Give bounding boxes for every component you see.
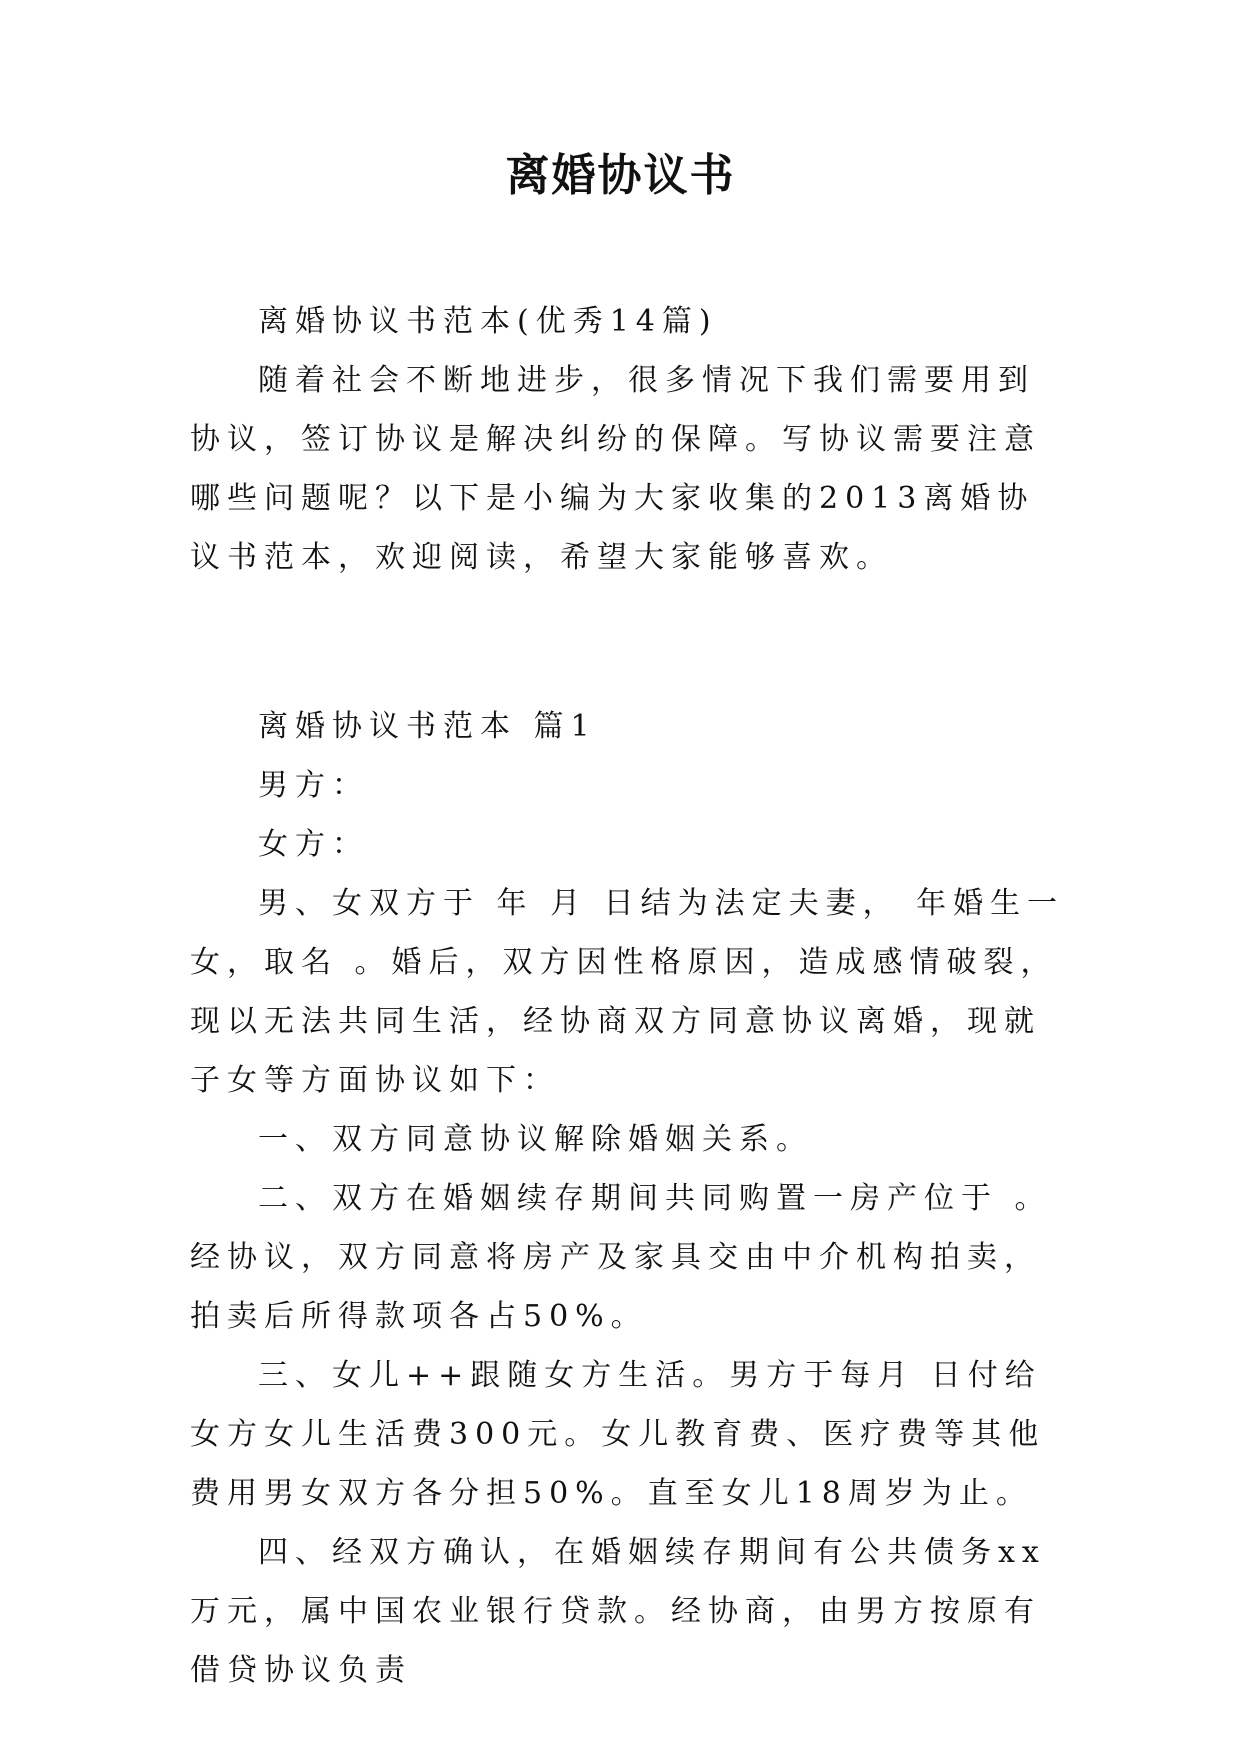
- clause-1: 一、双方同意协议解除婚姻关系。: [258, 1122, 813, 1157]
- document-title: 离婚协议书: [505, 150, 736, 201]
- section-heading: 离婚协议书范本 篇1: [258, 709, 597, 744]
- intro-paragraph: 随着社会不断地进步，很多情况下我们需要用到协议，签订协议是解决纠纷的保障。写协议需要注意哪些问题呢？以下是小编为大家收集的2013离婚协议书范本，欢迎阅读，希望大家能够喜欢。: [190, 363, 1041, 575]
- background-paragraph: 男、女双方于 年 月 日结为法定夫妻， 年婚生一女，取名 。婚后，双方因性格原因，造成感情破裂，现以无法共同生活，经协商双方同意协议离婚，现就子女等方面协议如下：: [190, 886, 1065, 1098]
- clause-2: 二、双方在婚姻续存期间共同购置一房产位于 。经协议，双方同意将房产及家具交由中介机构拍卖，拍卖后所得款项各占50%。: [190, 1181, 1052, 1334]
- clause-4: 四、经双方确认，在婚姻续存期间有公共债务xx万元，属中国农业银行贷款。经协商，由男方按原有借贷协议负责: [190, 1535, 1046, 1688]
- clause-3: 三、女儿++跟随女方生活。男方于每月 日付给女方女儿生活费300元。女儿教育费、医疗费等其他费用男女双方各分担50%。直至女儿18周岁为止。: [190, 1358, 1046, 1511]
- section-gap: [190, 587, 1070, 697]
- party-male-line: 男方：: [258, 768, 369, 803]
- party-female-line: 女方：: [258, 827, 369, 862]
- subtitle-paragraph: 离婚协议书范本(优秀14篇): [258, 304, 718, 339]
- document-body: [190, 292, 1070, 1700]
